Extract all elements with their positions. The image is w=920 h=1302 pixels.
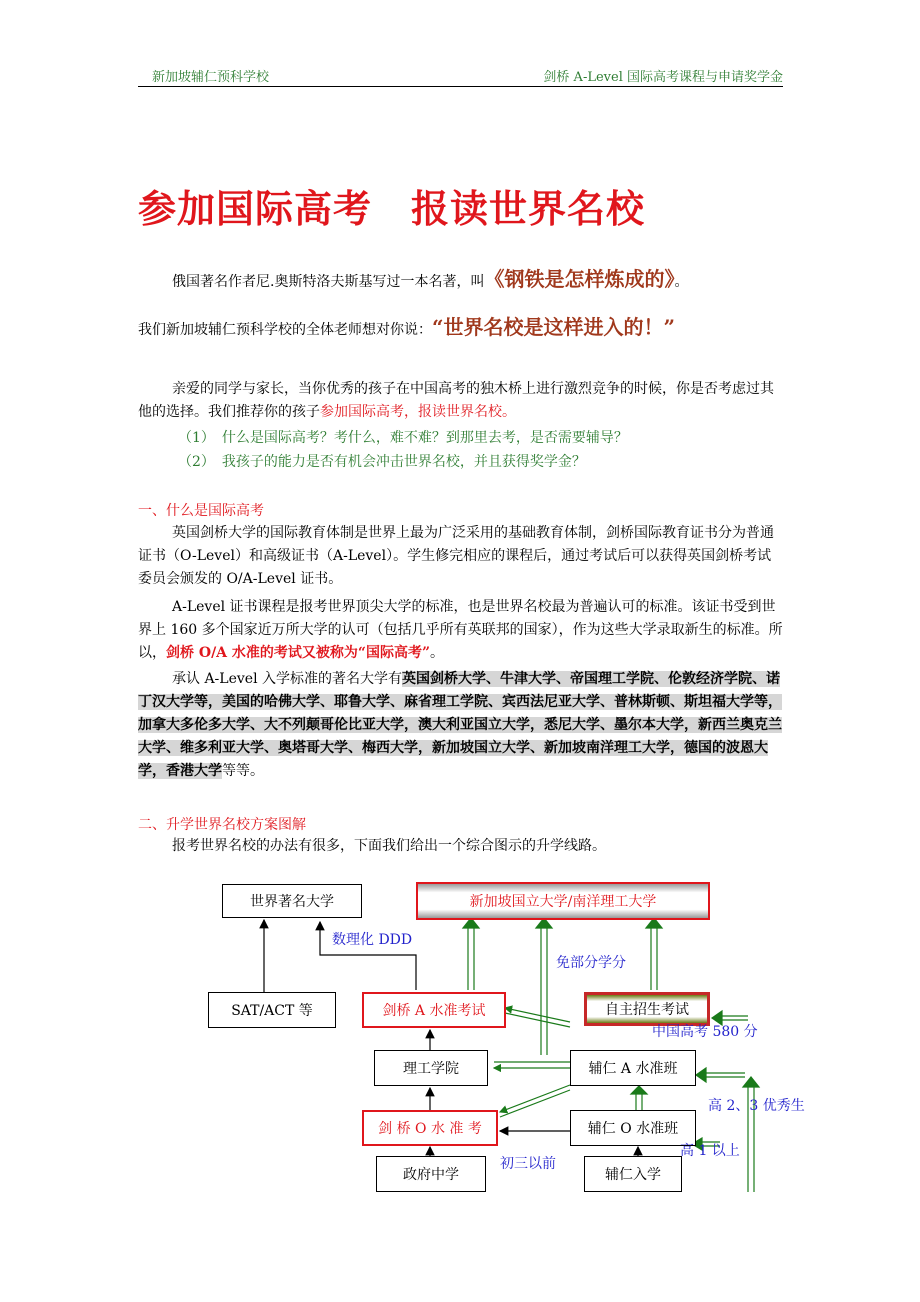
quote: “世界名校是这样进入的！” — [432, 315, 676, 339]
box-cambridge-a: 剑桥 A 水准考试 — [362, 992, 506, 1028]
book-title: 《钢铁是怎样炼成的》 — [484, 267, 675, 291]
label-exempt-credits: 免部分学分 — [556, 955, 626, 971]
intro-end: 。 — [674, 274, 689, 290]
box-furen-a: 辅仁 A 水准班 — [570, 1050, 696, 1086]
label-ddd: 数理化 DDD — [332, 932, 413, 948]
label-junior-3: 初三以前 — [500, 1156, 556, 1172]
label-gaokao-580: 中国高考 580 分 — [652, 1024, 758, 1040]
question-1: （1） 什么是国际高考？考什么，难不难？到那里去考，是否需要辅导？ — [178, 430, 628, 446]
para1-text: 亲爱的同学与家长，当你优秀的孩子在中国高考的独木桥上进行激烈竞争的时候，你是否考虑过其他的选择。我们推荐你的孩子 — [138, 381, 774, 420]
header-left: 新加坡辅仁预科学校 — [152, 70, 270, 85]
label-grade-2-3: 高 2、3 优秀生 — [708, 1098, 805, 1114]
section-1-p3-prefix: 承认 A-Level 入学标准的著名大学有 — [172, 671, 402, 687]
arrow-g23-furenA — [696, 1068, 706, 1082]
section-1-p2-text: A-Level 证书课程是报考世界顶尖大学的标准，也是世界名校最为普遍认可的标准。该证书受到世界上 160 多个国家近万所大学的认可（包括几乎所有英联邦的国家），作为这些大学录取新生的标准。所以， — [138, 599, 783, 661]
section-1-p2-end: 。 — [430, 645, 445, 661]
box-furen-o: 辅仁 O 水准班 — [570, 1110, 696, 1146]
section-1-p1: 英国剑桥大学的国际教育体制是世界上最为广泛采用的基础教育体制，剑桥国际教育证书分为普通证书（O-Level）和高级证书（A-Level）。学生修完相应的课程后，通过考试后可以获得英国剑桥考试委员会颁发的 O/A-Level 证书。 — [138, 525, 774, 587]
box-furen-entry: 辅仁入学 — [584, 1156, 682, 1192]
intro-text: 俄国著名作者尼.奥斯特洛夫斯基写过一本名著，叫 — [172, 274, 485, 290]
section-2-p1: 报考世界名校的办法有很多，下面我们给出一个综合图示的升学线路。 — [172, 838, 606, 854]
box-gov-school: 政府中学 — [376, 1156, 486, 1192]
para1-highlight: 参加国际高考，报读世界名校。 — [320, 404, 516, 420]
box-self-admission: 自主招生考试 — [584, 992, 710, 1026]
intro-text-2: 我们新加坡辅仁预科学校的全体老师想对你说： — [138, 322, 432, 338]
box-world-universities: 世界著名大学 — [222, 884, 362, 918]
section-1-heading: 一、什么是国际高考 — [138, 503, 264, 519]
question-2: （2） 我孩子的能力是否有机会冲击世界名校，并且获得奖学金？ — [178, 454, 586, 470]
box-polytechnic: 理工学院 — [374, 1050, 488, 1086]
arrow-furenO-furenA — [631, 1086, 647, 1094]
section-1-p2-bold: 剑桥 O/A 水准的考试又被称为“国际高考” — [166, 645, 431, 661]
box-cambridge-o: 剑 桥 O 水 准 考 — [362, 1110, 498, 1146]
box-sat-act: SAT/ACT 等 — [208, 992, 336, 1028]
section-2-heading: 二、升学世界名校方案图解 — [138, 817, 306, 833]
box-nus-ntu: 新加坡国立大学/南洋理工大学 — [416, 882, 710, 920]
header-right: 剑桥 A-Level 国际高考课程与申请奖学金 — [543, 70, 783, 85]
university-list: 英国剑桥大学、牛津大学、帝国理工学院、伦敦经济学院、诺丁汉大学等，美国的哈佛大学、耶鲁大学、麻省理工学院、宾西法尼亚大学、普林斯顿、斯坦福大学等，加拿大多伦多大学、大不列颠哥伦比亚大学，澳大利亚国立大学，悉尼大学、墨尔本大学，新西兰奥克兰大学、维多利亚大学、奥塔哥大学、梅西大学，新加坡国立大学、新加坡南洋理工大学，德国的波恩大学，香港大学 — [138, 671, 782, 779]
section-1-p3-suffix: 等等。 — [222, 763, 264, 779]
label-grade-1: 高 1 以上 — [680, 1143, 740, 1159]
arrow-side-up — [743, 1077, 759, 1087]
page-title: 参加国际高考 报读世界名校 — [138, 186, 646, 231]
